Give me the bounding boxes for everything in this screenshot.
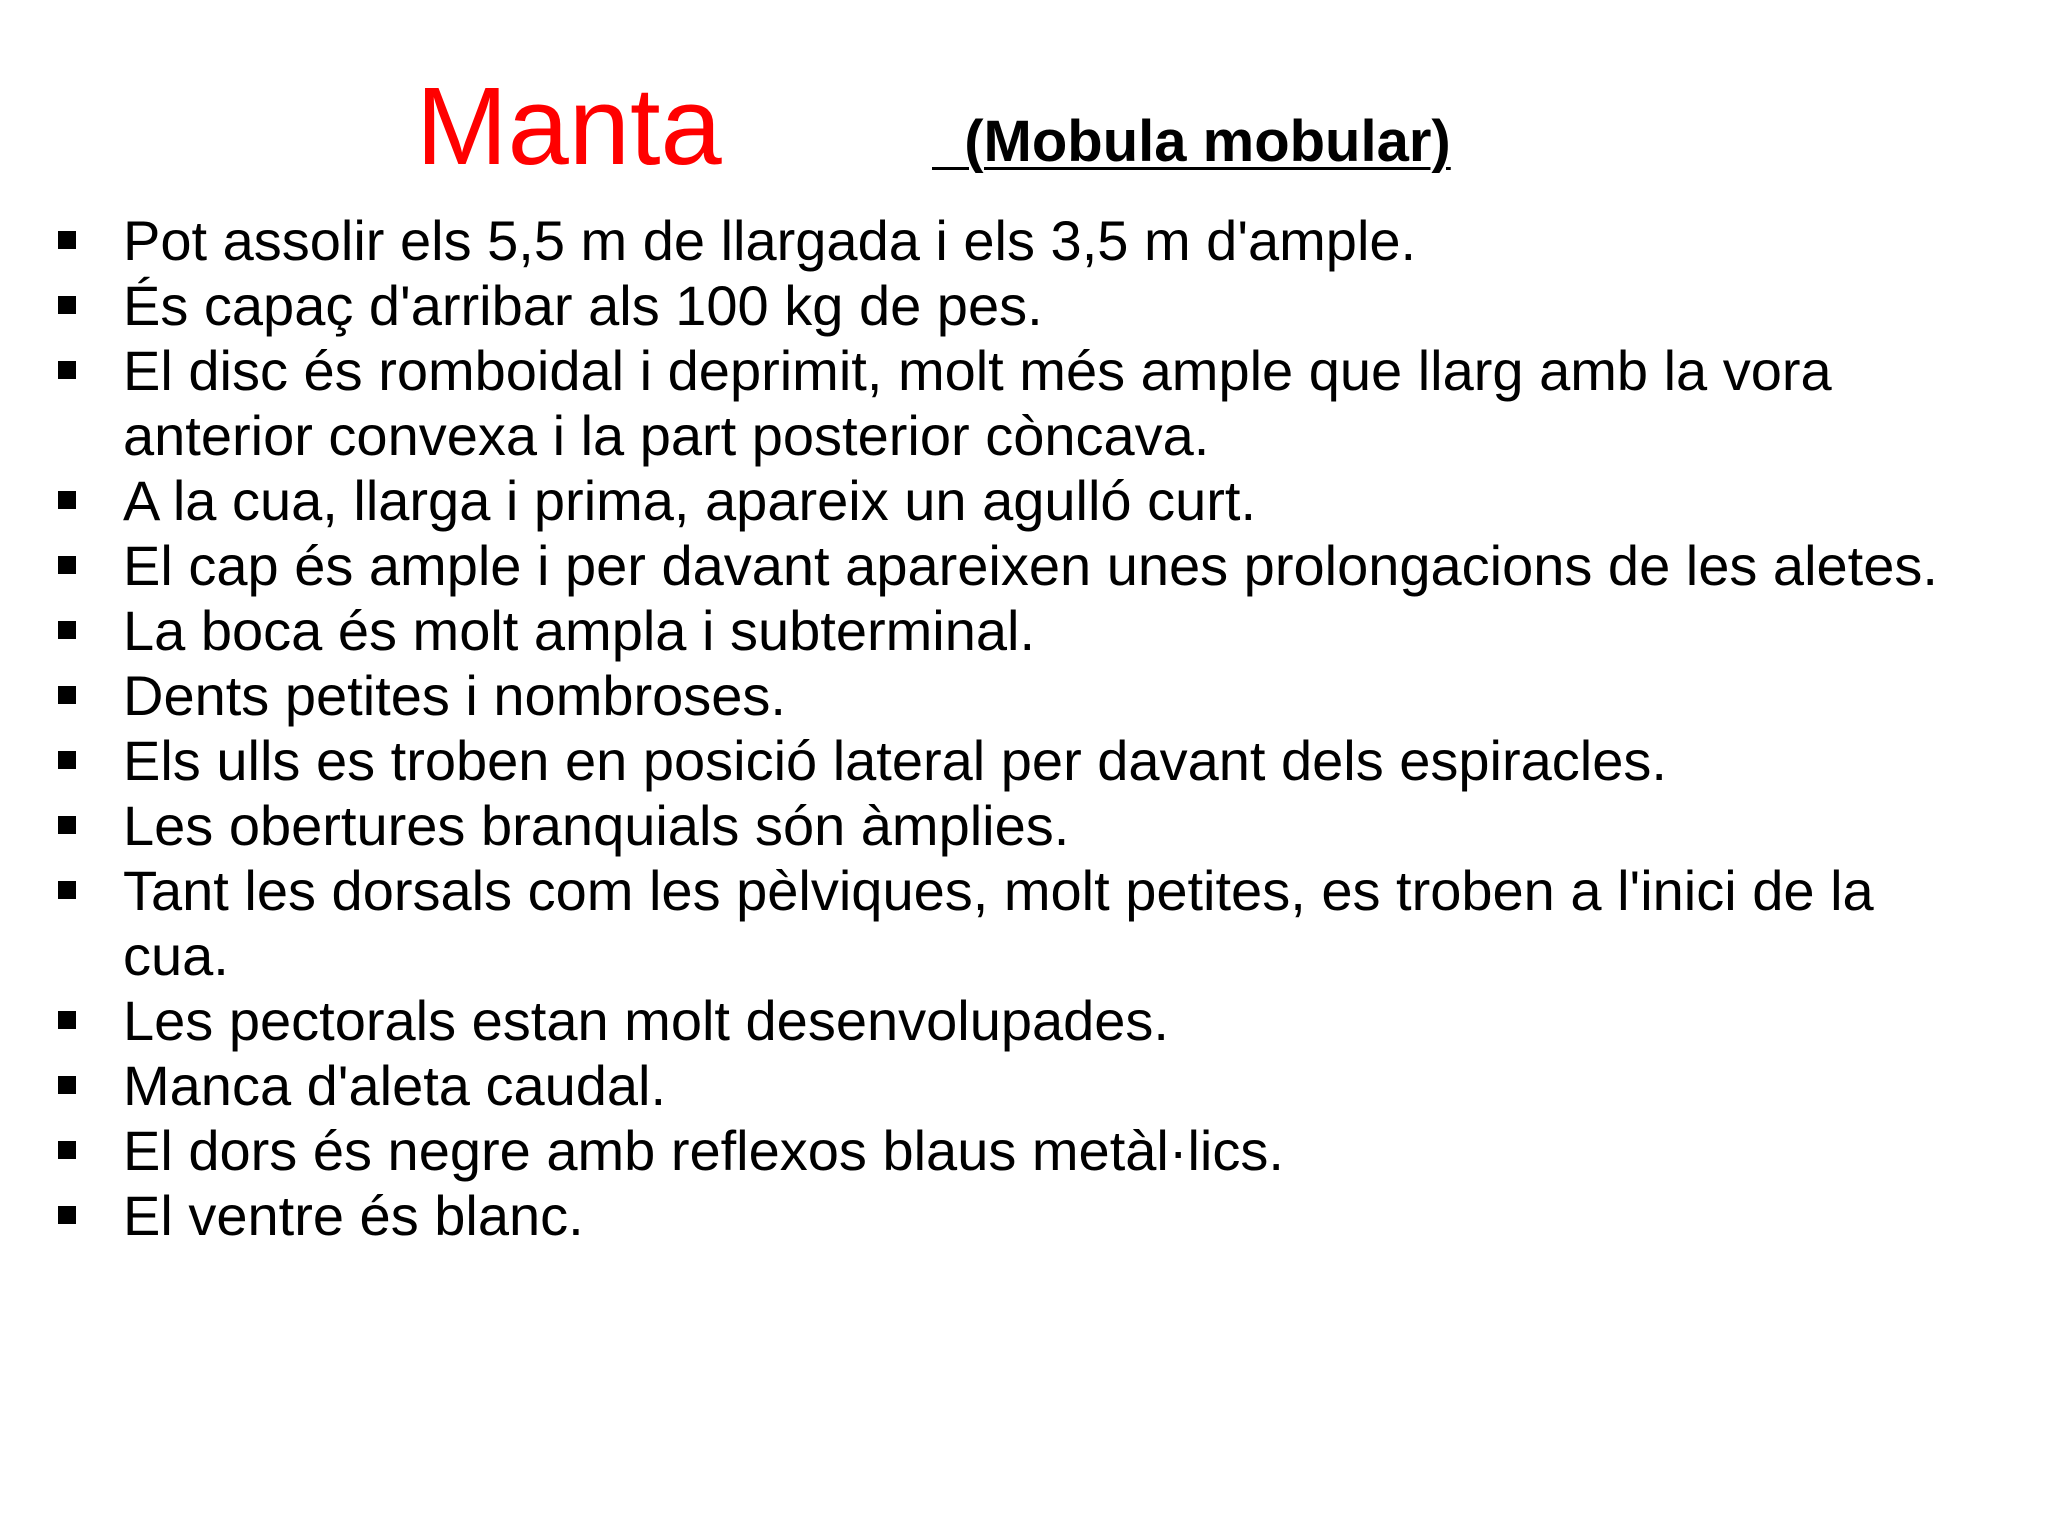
bullet-text: Manca d'aleta caudal. xyxy=(123,1054,667,1117)
bullet-item xyxy=(0,208,1980,273)
bullet-item xyxy=(0,338,1980,468)
bullet-item xyxy=(0,663,1980,728)
bullet-item xyxy=(0,468,1980,533)
square-bullet-icon xyxy=(58,1076,76,1094)
bullet-item xyxy=(0,858,1980,988)
square-bullet-icon xyxy=(58,1011,76,1029)
square-bullet-icon xyxy=(58,361,76,379)
bullet-text: Pot assolir els 5,5 m de llargada i els 3,5 m d'ample. xyxy=(123,209,1417,272)
bullet-list xyxy=(0,208,1980,1248)
square-bullet-icon xyxy=(58,556,76,574)
bullet-text: Els ulls es troben en posició lateral per davant dels espiracles. xyxy=(123,729,1667,792)
bullet-item xyxy=(0,728,1980,793)
square-bullet-icon xyxy=(58,491,76,509)
bullet-item xyxy=(0,1053,1980,1118)
square-bullet-icon xyxy=(58,881,76,899)
bullet-text: El dors és negre amb reflexos blaus metàl·lics. xyxy=(123,1119,1284,1182)
bullet-text: Les pectorals estan molt desenvolupades. xyxy=(123,989,1169,1052)
square-bullet-icon xyxy=(58,751,76,769)
square-bullet-icon xyxy=(58,621,76,639)
bullet-text: Tant les dorsals com les pèlviques, molt petites, es troben a l'inici de la cua. xyxy=(123,859,1874,987)
square-bullet-icon xyxy=(58,296,76,314)
bullet-text: La boca és molt ampla i subterminal. xyxy=(123,599,1035,662)
square-bullet-icon xyxy=(58,816,76,834)
square-bullet-icon xyxy=(58,1141,76,1159)
square-bullet-icon xyxy=(58,686,76,704)
bullet-item xyxy=(0,1183,1980,1248)
bullet-text: És capaç d'arribar als 100 kg de pes. xyxy=(123,274,1043,337)
bullet-item xyxy=(0,1118,1980,1183)
bullet-text: A la cua, llarga i prima, apareix un agulló curt. xyxy=(123,469,1257,532)
bullet-item xyxy=(0,988,1980,1053)
square-bullet-icon xyxy=(58,1206,76,1224)
bullet-item xyxy=(0,598,1980,663)
bullet-text: El ventre és blanc. xyxy=(123,1184,584,1247)
bullet-text: Les obertures branquials són àmplies. xyxy=(123,794,1070,857)
bullet-text: El cap és ample i per davant apareixen unes prolongacions de les aletes. xyxy=(123,534,1938,597)
bullet-text: El disc és romboidal i deprimit, molt més ample que llarg amb la vora anterior convexa i la part posterior còncava. xyxy=(123,339,1832,467)
square-bullet-icon xyxy=(58,231,76,249)
bullet-item xyxy=(0,273,1980,338)
scientific-name: (Mobula mobular) xyxy=(932,109,1451,174)
bullet-item xyxy=(0,793,1980,858)
bullet-text: Dents petites i nombroses. xyxy=(123,664,786,727)
slide-title: Manta xyxy=(416,65,722,188)
bullet-item xyxy=(0,533,1980,598)
